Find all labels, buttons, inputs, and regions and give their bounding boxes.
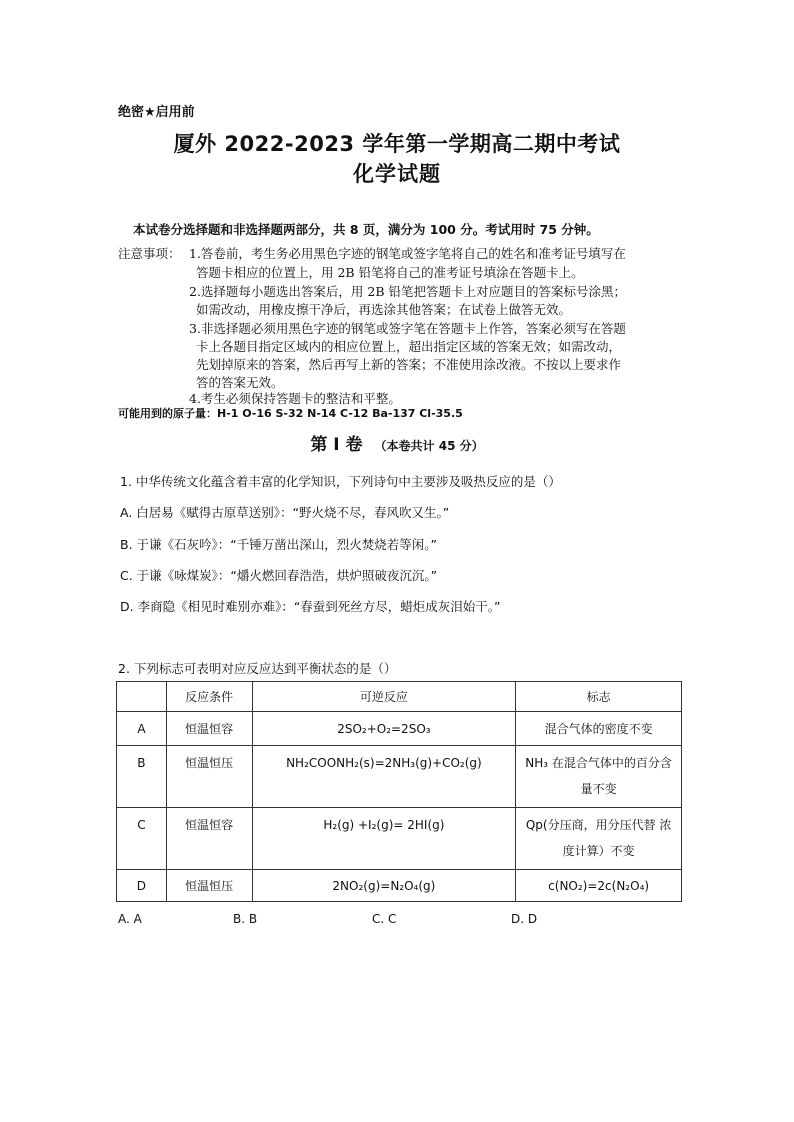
table-header: 标志 xyxy=(516,682,682,712)
row-reaction: H₂(g) +I₂(g)= 2HI(g) xyxy=(252,808,516,870)
row-reaction: 2NO₂(g)=N₂O₄(g) xyxy=(252,870,516,902)
row-sign xyxy=(516,746,682,808)
note-line: 4.考生必须保持答题卡的整洁和平整。 xyxy=(189,391,401,406)
note-line: 3.非选择题必须用黑色字迹的钢笔或签字笔在答题卡上作答，答案必须写在答题 xyxy=(189,321,626,336)
table-header: 可逆反应 xyxy=(252,682,516,712)
question-2-stem: 2. 下列标志可表明对应反应达到平衡状态的是（） xyxy=(118,661,397,676)
note-line: 答的答案无效。 xyxy=(196,375,284,390)
question-1-option-d: D. 李商隐《相见时难别亦难》：“春蚕到死丝方尽，蜡炬成灰泪始干。” xyxy=(120,599,501,614)
table-row xyxy=(117,870,682,902)
question-2-option-d: D. D xyxy=(511,912,538,926)
row-condition: 恒温恒容 xyxy=(166,808,252,870)
row-id: B xyxy=(117,746,167,808)
note-line: 答题卡相应的位置上，用 2B 铅笔将自己的准考证号填涂在答题卡上。 xyxy=(196,265,584,280)
part-score-note: （本卷共计 45 分） xyxy=(374,439,484,453)
note-line: 如需改动，用橡皮擦干净后，再选涂其他答案；在试卷上做答无效。 xyxy=(196,302,572,317)
row-id: A xyxy=(117,712,167,746)
row-sign xyxy=(516,808,682,870)
equilibrium-table xyxy=(116,681,682,902)
notes-label: 注意事项： xyxy=(118,246,181,261)
exam-summary: 本试卷分选择题和非选择题两部分，共 8 页，满分为 100 分。考试用时 75 分钟。 xyxy=(133,222,599,237)
question-2-option-b: B. B xyxy=(233,912,258,926)
row-reaction: NH₂COONH₂(s)=2NH₃(g)+CO₂(g) xyxy=(252,746,516,808)
row-condition: 恒温恒容 xyxy=(166,712,252,746)
note-line: 卡上各题目指定区域内的相应位置上，超出指定区域的答案无效；如需改动， xyxy=(196,339,622,354)
table-row xyxy=(117,746,682,808)
row-id: C xyxy=(117,808,167,870)
question-2-option-a: A. A xyxy=(118,912,142,926)
row-sign-line: Qp(分压商，用分压代替 浓 xyxy=(525,818,672,832)
question-1-option-a: A. 白居易《赋得古原草送别》：“野火烧不尽，春风吹又生。” xyxy=(120,505,450,520)
note-line: 1.答卷前，考生务必用黑色字迹的钢笔或签字笔将自己的姓名和准考证号填写在 xyxy=(189,246,626,261)
row-sign: 混合气体的密度不变 xyxy=(516,712,682,746)
row-id: D xyxy=(117,870,167,902)
table-header-row xyxy=(117,682,682,712)
confidential-mark: 绝密★启用前 xyxy=(118,105,195,120)
question-1-option-c: C. 于谦《咏煤炭》：“爝火燃回春浩浩，烘炉照破夜沉沉。” xyxy=(120,568,438,583)
row-sign: c(NO₂)=2c(N₂O₄) xyxy=(516,870,682,902)
row-condition: 恒温恒压 xyxy=(166,870,252,902)
table-header: 反应条件 xyxy=(166,682,252,712)
table-row xyxy=(117,712,682,746)
part-title: 第 I 卷 xyxy=(310,435,363,455)
atomic-masses: 可能用到的原子量：H-1 O-16 S-32 N-14 C-12 Ba-137 Cl-35.5 xyxy=(118,407,463,420)
row-sign-line: 量不变 xyxy=(580,782,617,796)
row-sign-line: 度计算）不变 xyxy=(562,844,635,858)
question-2-option-c: C. C xyxy=(372,912,397,926)
question-1-stem: 1. 中华传统文化蕴含着丰富的化学知识，下列诗句中主要涉及吸热反应的是（） xyxy=(120,474,561,489)
question-1-option-b: B. 于谦《石灰吟》：“千锤万凿出深山，烈火焚烧若等闲。” xyxy=(120,537,437,552)
row-reaction: 2SO₂+O₂=2SO₃ xyxy=(252,712,516,746)
note-line: 2.选择题每小题选出答案后，用 2B 铅笔把答题卡上对应题目的答案标号涂黑； xyxy=(189,284,627,299)
exam-title: 厦外 2022-2023 学年第一学期高二期中考试 xyxy=(173,132,621,156)
table-header xyxy=(117,682,167,712)
exam-subtitle: 化学试题 xyxy=(353,162,441,186)
row-sign-line: NH₃ 在混合气体中的百分含 xyxy=(525,756,672,770)
note-line: 先划掉原来的答案，然后再写上新的答案；不准使用涂改液。不按以上要求作 xyxy=(196,357,622,372)
row-condition: 恒温恒压 xyxy=(166,746,252,808)
part-heading xyxy=(0,430,794,455)
table-row xyxy=(117,808,682,870)
